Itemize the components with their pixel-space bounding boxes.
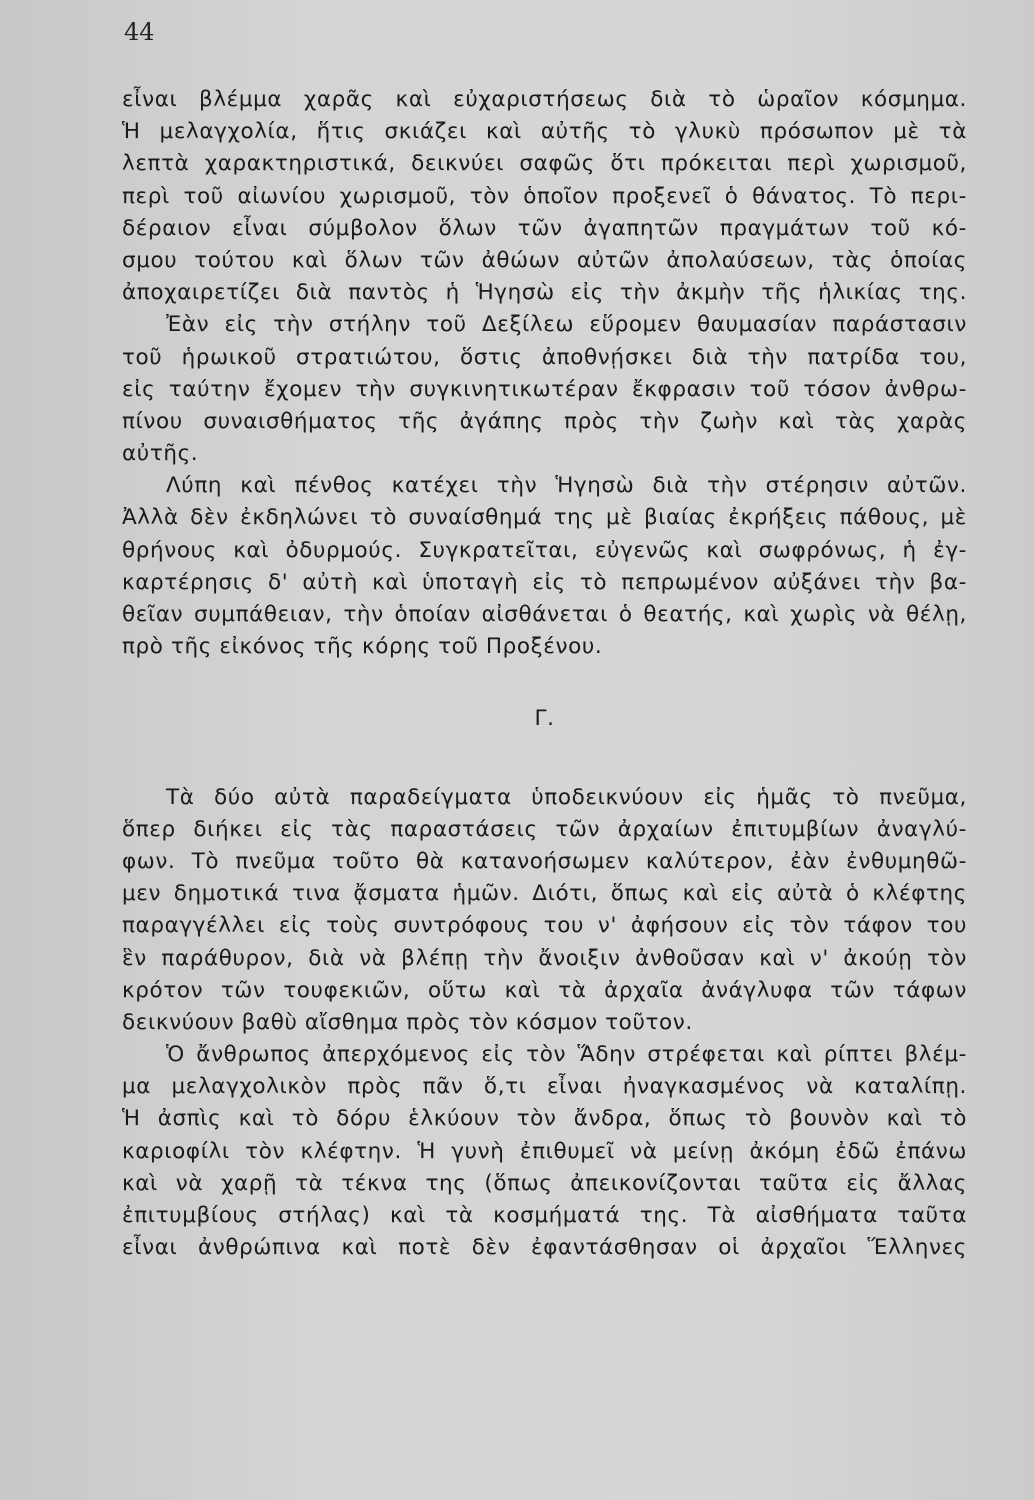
text-line: θρήνους καὶ ὀδυρμούς. Συγκρατεῖται, εὐγενῶς καὶ σωφρόνως, ἡ ἐγ- <box>122 537 967 563</box>
text-line: θεῖαν συμπάθειαν, τὴν ὁποίαν αἰσθάνεται ὁ θεατής, καὶ χωρὶς νὰ θέλῃ, <box>122 602 967 627</box>
text-line: μεν δημοτικά τινα ᾄσματα ἡμῶν. Διότι, ὅπως καὶ εἰς αὐτὰ ὁ κλέφτης <box>122 881 967 907</box>
text-line: Ὁ ἄνθρωπος ἀπερχόμενος εἰς τὸν Ἅδην στρέφεται καὶ ρίπτει βλέμ- <box>166 1042 967 1068</box>
text-line: ὅπερ διήκει εἰς τὰς παραστάσεις τῶν ἀρχαίων ἐπιτυμβίων ἀναγλύ- <box>122 816 967 842</box>
text-line: Λύπη καὶ πένθος κατέχει τὴν Ἡγησὼ διὰ τὴν στέρησιν αὐτῶν. <box>166 473 967 499</box>
text-line: αὐτῆς. <box>122 441 199 467</box>
text-line: καριοφίλι τὸν κλέφτην. Ἡ γυνὴ ἐπιθυμεῖ νὰ μείνῃ ἀκόμη ἐδῶ ἐπάνω <box>122 1138 967 1164</box>
text-line: φων. Τὸ πνεῦμα τοῦτο θὰ κατανοήσωμεν καλύτερον, ἐὰν ἐνθυμηθῶ- <box>122 848 967 874</box>
text-line: δέραιον εἶναι σύμβολον ὅλων τῶν ἀγαπητῶν πραγμάτων τοῦ κό- <box>122 215 967 241</box>
text-line: εἶναι ἀνθρώπινα καὶ ποτὲ δὲν ἐφαντάσθησαν οἱ ἀρχαῖοι Ἕλληνες <box>122 1235 967 1261</box>
text-line: Ἀλλὰ δὲν ἐκδηλώνει τὸ συναίσθημά της μὲ βιαίας ἐκρήξεις πάθους, μὲ <box>122 505 967 531</box>
text-line: Ἐὰν εἰς τὴν στήλην τοῦ Δεξίλεω εὕρομεν θαυμασίαν παράστασιν <box>166 312 967 338</box>
text-line: περὶ τοῦ αἰωνίου χωρισμοῦ, τὸν ὁποῖον προξενεῖ ὁ θάνατος. Τὸ περι- <box>122 183 967 209</box>
text-line: Ἡ μελαγχολία, ἥτις σκιάζει καὶ αὐτῆς τὸ γλυκὺ πρόσωπον μὲ τὰ <box>122 119 967 145</box>
text-line: μα μελαγχολικὸν πρὸς πᾶν ὅ,τι εἶναι ἠναγκασμένος νὰ καταλίπῃ. <box>122 1074 967 1100</box>
text-line: λεπτὰ χαρακτηριστικά, δεικνύει σαφῶς ὅτι πρόκειται περὶ χωρισμοῦ, <box>122 151 967 177</box>
text-line: Ἡ ἀσπὶς καὶ τὸ δόρυ ἑλκύουν τὸν ἄνδρα, ὅπως τὸ βουνὸν καὶ τὸ <box>122 1106 967 1132</box>
text-line: ἓν παράθυρον, διὰ νὰ βλέπῃ τὴν ἄνοιξιν ἀνθοῦσαν καὶ ν' ἀκούῃ τὸν <box>122 945 967 971</box>
text-line: ἀποχαιρετίζει διὰ παντὸς ἡ Ἡγησὼ εἰς τὴν ἀκμὴν τῆς ἡλικίας της. <box>122 280 967 306</box>
text-line: ἐπιτυμβίους στήλας) καὶ τὰ κοσμήματά της. Τὰ αἰσθήματα ταῦτα <box>122 1203 967 1228</box>
page-number: 44 <box>124 18 155 46</box>
body-text <box>122 84 967 1264</box>
text-line: σμου τούτου καὶ ὅλων τῶν ἀθώων αὐτῶν ἀπολαύσεων, τὰς ὁποίας <box>122 247 967 273</box>
text-line: εἶναι βλέμμα χαρᾶς καὶ εὐχαριστήσεως διὰ τὸ ὡραῖον κόσμημα. <box>122 87 967 112</box>
section-heading: Γ. <box>534 706 555 732</box>
text-line: κρότον τῶν τουφεκιῶν, οὕτω καὶ τὰ ἀρχαῖα ἀνάγλυφα τῶν τάφων <box>122 977 967 1003</box>
text-line: εἰς ταύτην ἔχομεν τὴν συγκινητικωτέραν ἔκφρασιν τοῦ τόσον ἀνθρω- <box>122 376 967 402</box>
text-line: τοῦ ἡρωικοῦ στρατιώτου, ὅστις ἀποθνῄσκει διὰ τὴν πατρίδα του, <box>122 344 967 370</box>
text-line: καρτέρησις δ' αὐτὴ καὶ ὑποταγὴ εἰς τὸ πεπρωμένον αὐξάνει τὴν βα- <box>122 569 967 595</box>
text-line: καὶ νὰ χαρῇ τὰ τέκνα της (ὅπως ἀπεικονίζονται ταῦτα εἰς ἄλλας <box>122 1170 967 1196</box>
text-line: παραγγέλλει εἰς τοὺς συντρόφους του ν' ἀφήσουν εἰς τὸν τάφον του <box>122 913 967 939</box>
text-line: πρὸ τῆς εἰκόνος τῆς κόρης τοῦ Προξένου. <box>122 634 603 660</box>
text-line: Τὰ δύο αὐτὰ παραδείγματα ὑποδεικνύουν εἰς ἡμᾶς τὸ πνεῦμα, <box>166 784 967 810</box>
text-line: πίνου συναισθήματος τῆς ἀγάπης πρὸς τὴν ζωὴν καὶ τὰς χαρὰς <box>122 408 967 434</box>
text-line: δεικνύουν βαθὺ αἴσθημα πρὸς τὸν κόσμον τοῦτον. <box>122 1009 693 1035</box>
